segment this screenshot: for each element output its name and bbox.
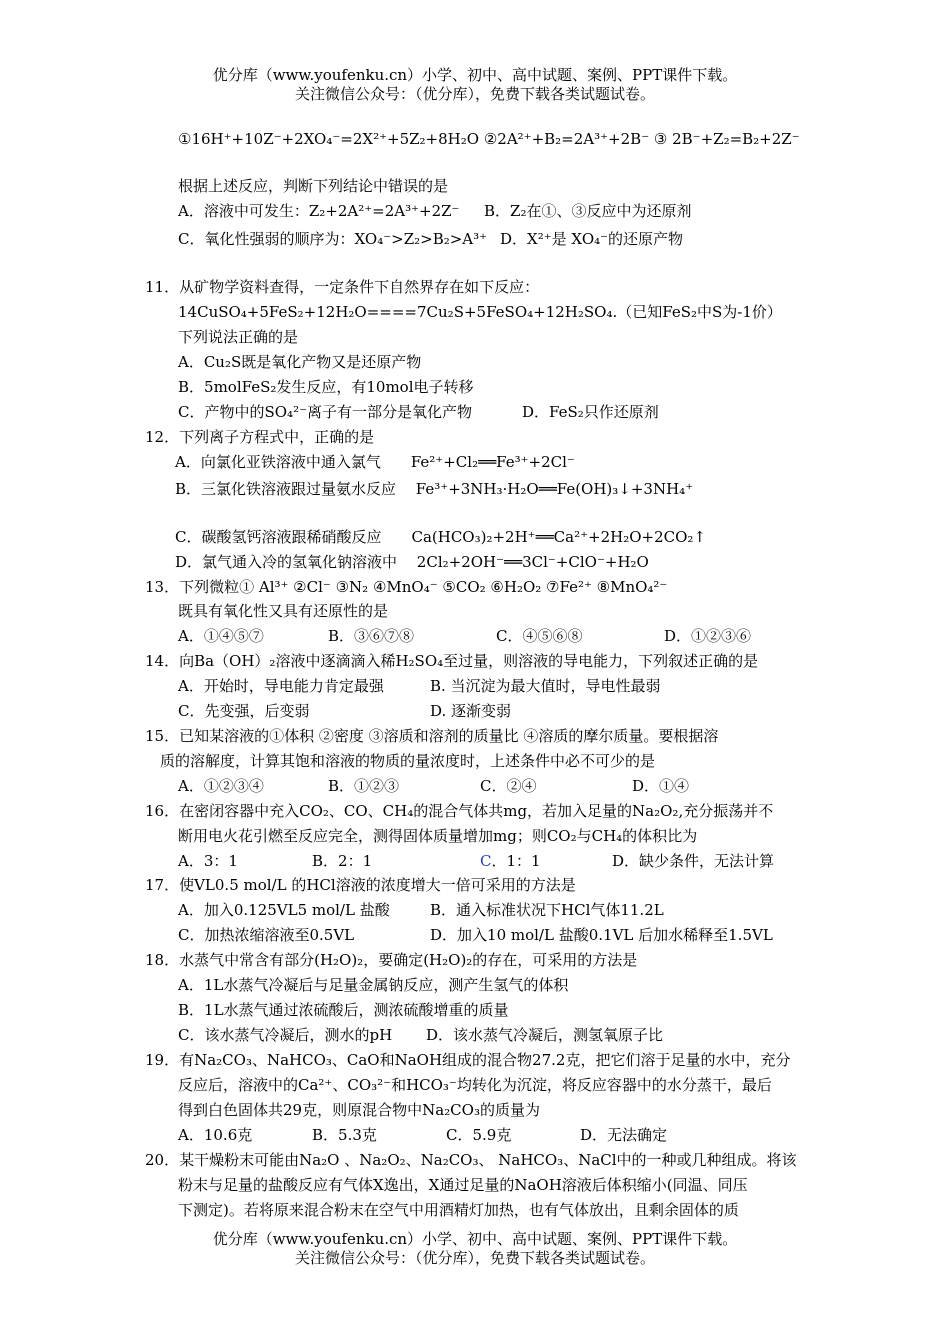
footer-line-1: 优分库（www.youfenku.cn）小学、初中、高中试题、案例、PPT课件下载。: [212, 1230, 738, 1248]
q20-stem-3: 下测定)。若将原来混合粉末在空气中用酒精灯加热，也有气体放出，且剩余固体的质: [178, 1201, 739, 1219]
q12-option-a: A．向氯化亚铁溶液中通入氯气 Fe²⁺+Cl₂══Fe³⁺+2Cl⁻: [175, 453, 575, 471]
q17-option-d: D．加入10 mol/L 盐酸0.1VL 后加水稀释至1.5VL: [430, 926, 773, 944]
q14-stem: 14．向Ba（OH）₂溶液中逐滴滴入稀H₂SO₄至过量，则溶液的导电能力，下列叙述正确的是: [145, 652, 759, 670]
q20-stem-2: 粉末与足量的盐酸反应有气体X逸出，X通过足量的NaOH溶液后体积缩小(同温、同压: [178, 1176, 748, 1194]
q19-option-a: A．10.6克: [178, 1126, 253, 1144]
q14-option-b: B. 当沉淀为最大值时，导电性最弱: [430, 677, 661, 695]
q16-option-c-letter: C: [480, 852, 492, 870]
q15-option-c: C．②④: [480, 777, 537, 795]
q12-option-c: C．碳酸氢钙溶液跟稀硝酸反应 Ca(HCO₃)₂+2H⁺══Ca²⁺+2H₂O+2CO₂↑: [175, 528, 706, 546]
q11-option-b: B．5molFeS₂发生反应，有10mol电子转移: [178, 378, 474, 396]
header-line-2: 关注微信公众号：（优分库），免费下载各类试题试卷。: [294, 85, 655, 103]
q11-stem: 11．从矿物学资料查得，一定条件下自然界存在如下反应：: [145, 278, 540, 296]
q11-option-c: C．产物中的SO₄²⁻离子有一部分是氧化产物: [178, 403, 472, 421]
q16-stem: 16．在密闭容器中充入CO₂、CO、CH₄的混合气体共mg，若加入足量的Na₂O₂,充分振荡并不: [145, 802, 774, 820]
q16-option-c: [480, 851, 541, 871]
page-header: [0, 66, 950, 104]
q19-stem-2: 反应后，溶液中的Ca²⁺、CO₃²⁻和HCO₃⁻均转化为沉淀，将反应容器中的水分蒸干，最后: [178, 1076, 772, 1094]
q16-option-a: A．3：1: [178, 852, 238, 870]
q10-reactions: ①16H⁺+10Z⁻+2XO₄⁻=2X²⁺+5Z₂+8H₂O ②2A²⁺+B₂=2A³⁺+2B⁻ ③ 2B⁻+Z₂=B₂+2Z⁻: [178, 130, 800, 148]
q18-option-a: A．1L水蒸气冷凝后与足量金属钠反应，测产生氢气的体积: [178, 976, 569, 994]
q16-option-d: D．缺少条件，无法计算: [612, 852, 775, 870]
q16-stem-2: 断用电火花引燃至反应完全，测得固体质量增加mg；则CO₂与CH₄的体积比为: [178, 827, 698, 845]
q17-option-a: A．加入0.125VL5 mol/L 盐酸: [178, 901, 390, 919]
q11-option-a: A．Cu₂S既是氧化产物又是还原产物: [178, 353, 422, 371]
q15-stem-2: 质的溶解度，计算其饱和溶液的物质的量浓度时，上述条件中必不可少的是: [160, 752, 656, 770]
q14-option-c: C．先变强，后变弱: [178, 702, 310, 720]
q19-option-c: C．5.9克: [446, 1126, 512, 1144]
q10-option-c: C．氧化性强弱的顺序为：XO₄⁻>Z₂>B₂>A³⁺: [178, 230, 488, 248]
q17-option-c: C．加热浓缩溶液至0.5VL: [178, 926, 355, 944]
q15-stem: 15．已知某溶液的①体积 ②密度 ③溶质和溶剂的质量比 ④溶质的摩尔质量。要根据溶: [145, 727, 719, 745]
q14-option-d: D. 逐渐变弱: [430, 702, 512, 720]
q13-stem: 13．下列微粒① Al³⁺ ②Cl⁻ ③N₂ ④MnO₄⁻ ⑤CO₂ ⑥H₂O₂ ⑦Fe²⁺ ⑧MnO₄²⁻: [145, 578, 668, 596]
q15-option-b: B．①②③: [328, 777, 400, 795]
q13-option-d: D．①②③⑥: [664, 627, 752, 645]
q13-stem-2: 既具有氧化性又具有还原性的是: [178, 602, 389, 620]
q13-option-b: B．③⑥⑦⑧: [328, 627, 415, 645]
q11-equation: 14CuSO₄+5FeS₂+12H₂O====7Cu₂S+5FeSO₄+12H₂SO₄.（已知FeS₂中S为-1价）: [178, 303, 782, 321]
q19-option-d: D．无法确定: [580, 1126, 668, 1144]
q12-option-b: B．三氯化铁溶液跟过量氨水反应 Fe³⁺+3NH₃·H₂O══Fe(OH)₃↓+3NH₄⁺: [175, 480, 694, 498]
q11-option-d: D．FeS₂只作还原剂: [522, 403, 659, 421]
q17-option-b: B．通入标准状况下HCl气体11.2L: [430, 901, 664, 919]
q10-option-a: A．溶液中可发生：Z₂+2A²⁺=2A³⁺+2Z⁻: [178, 202, 460, 220]
q16-option-c-text: ．1：1: [491, 852, 541, 870]
q19-option-b: B．5.3克: [312, 1126, 377, 1144]
q19-stem-3: 得到白色固体共29克，则原混合物中Na₂CO₃的质量为: [178, 1101, 540, 1119]
q17-stem: 17．使VL0.5 mol/L 的HCl溶液的浓度增大一倍可采用的方法是: [145, 876, 576, 894]
q20-stem: 20．某干燥粉末可能由Na₂O 、Na₂O₂、Na₂CO₃、 NaHCO₃、NaCl中的一种或几种组成。将该: [145, 1151, 797, 1169]
q13-option-c: C．④⑤⑥⑧: [496, 627, 583, 645]
q16-option-b: B．2：1: [312, 852, 373, 870]
q18-option-b: B．1L水蒸气通过浓硫酸后，测浓硫酸增重的质量: [178, 1001, 509, 1019]
page-footer: [0, 1230, 950, 1268]
q12-option-d: D．氯气通入冷的氢氧化钠溶液中 2Cl₂+2OH⁻══3Cl⁻+ClO⁻+H₂O: [175, 553, 649, 571]
q18-stem: 18．水蒸气中常含有部分(H₂O)₂，要确定(H₂O)₂的存在，可采用的方法是: [145, 951, 638, 969]
q15-option-d: D．①④: [632, 777, 690, 795]
q13-option-a: A．①④⑤⑦: [178, 627, 264, 645]
q14-option-a: A．开始时，导电能力肯定最强: [178, 677, 384, 695]
q12-stem: 12．下列离子方程式中，正确的是: [145, 428, 375, 446]
q18-option-c: C．该水蒸气冷凝后，测水的pH: [178, 1026, 393, 1044]
q11-prompt: 下列说法正确的是: [178, 328, 299, 346]
q19-stem: 19．有Na₂CO₃、NaHCO₃、CaO和NaOH组成的混合物27.2克，把它们溶于足量的水中，充分: [145, 1051, 791, 1069]
q10-option-b: B．Z₂在①、③反应中为还原剂: [484, 202, 692, 220]
q15-option-a: A．①②③④: [178, 777, 264, 795]
q18-option-d: D．该水蒸气冷凝后，测氢氧原子比: [426, 1026, 664, 1044]
header-line-1: 优分库（www.youfenku.cn）小学、初中、高中试题、案例、PPT课件下载。: [212, 66, 738, 84]
footer-line-2: 关注微信公众号：（优分库），免费下载各类试题试卷。: [294, 1249, 655, 1267]
q10-stem: 根据上述反应，判断下列结论中错误的是: [178, 177, 449, 195]
q10-option-d: D．X²⁺是 XO₄⁻的还原产物: [500, 230, 684, 248]
